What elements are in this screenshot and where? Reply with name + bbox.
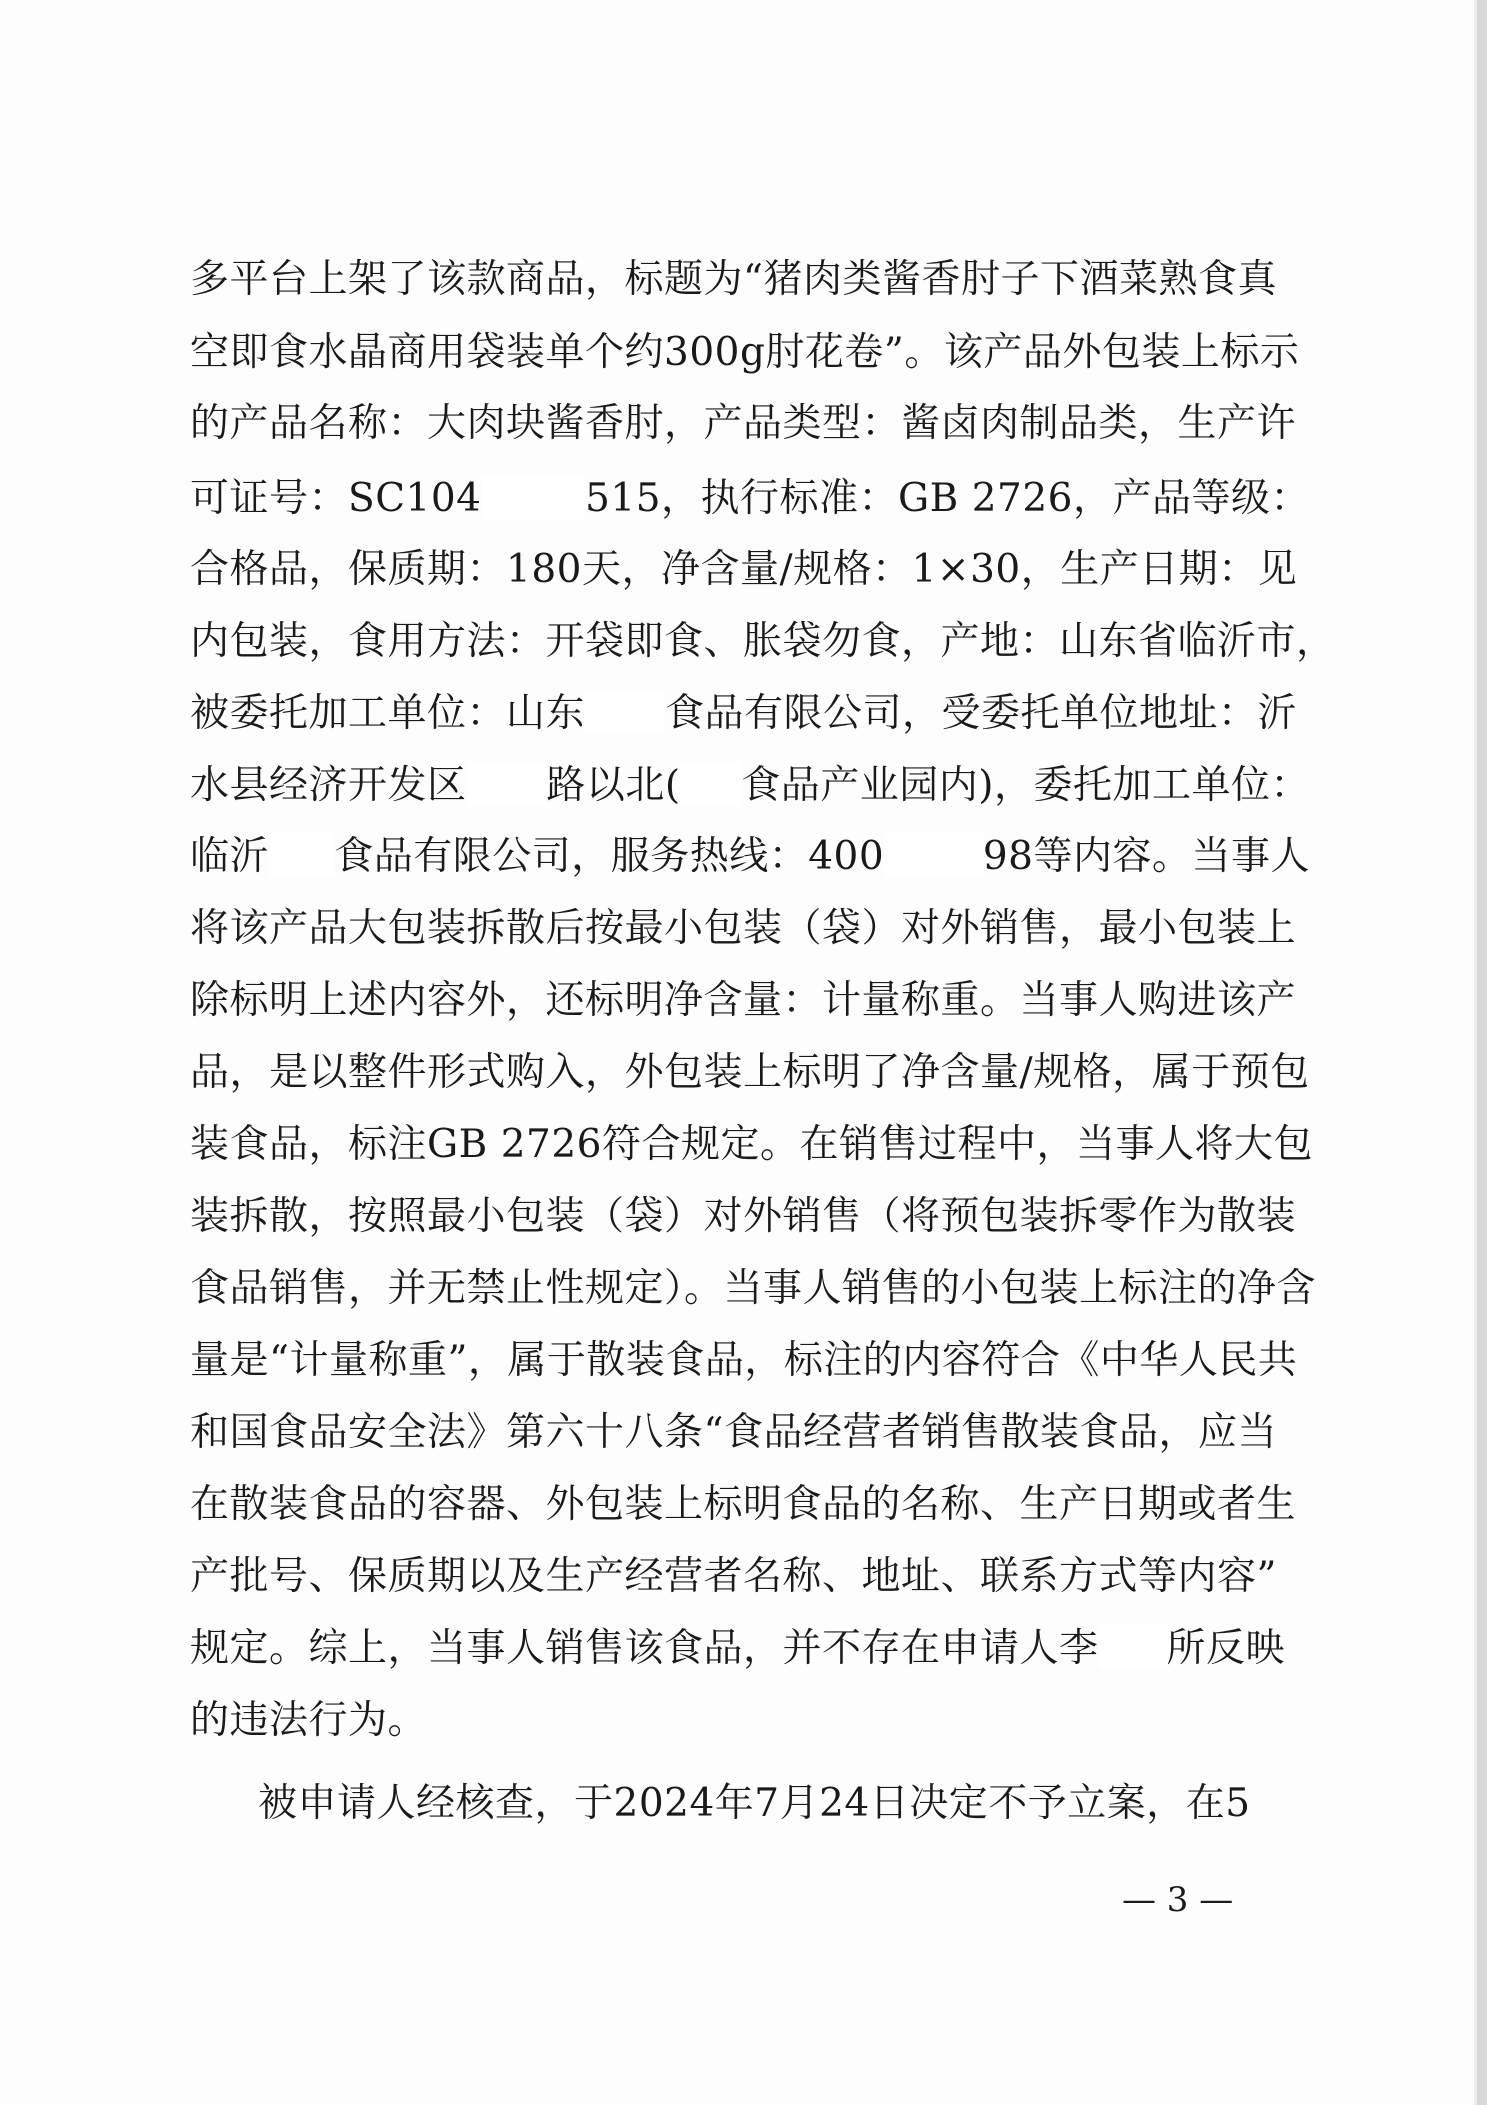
line-text: 装拆散，按照最小包装（袋）对外销售（将预包装拆零作为散装 [190,1194,1297,1239]
redaction-box [681,762,742,806]
line-text: 除标明上述内容外，还标明净含量：计量称重。当事人购进该产 [190,978,1297,1023]
redaction-box [884,833,983,877]
redaction-box [482,475,586,519]
line-text: 食品产业园内)，委托加工单位： [741,763,1310,808]
line-text: 路以北( [546,763,681,808]
text-line [190,1121,1313,1169]
scan-edge [1477,0,1487,2105]
text-line [190,256,1310,304]
line-text: 空即食水晶商用袋装单个约300g肘花卷”。该产品外包装上标示 [190,330,1300,375]
line-text: 食品有限公司，受委托单位地址：沂 [665,691,1298,736]
text-line [190,1481,1310,1529]
line-text: 水县经济开发区 [190,763,467,808]
line-text: 将该产品大包装拆散后按最小包装（袋）对外销售，最小包装上 [190,906,1297,951]
redaction-box [585,690,665,734]
text-line [190,905,1310,953]
line-text: 临沂 [190,834,270,879]
line-text: 装食品，标注GB 2726符合规定。在销售过程中，当事人将大包 [190,1122,1313,1167]
line-text: 规定。综上，当事人销售该食品，并不存在申请人李 [190,1626,1099,1671]
line-text: 合格品，保质期：180天，净含量/规格：1×30，生产日期：见 [190,547,1298,592]
text-line [190,1193,1310,1241]
text-line [190,762,1310,810]
text-line [190,400,1310,448]
text-line [190,329,1310,377]
text-line [190,833,1310,881]
line-text: 515，执行标准：GB 2726，产品等级： [585,476,1310,521]
line-text: 品，是以整件形式购入，外包装上标明了净含量/规格，属于预包 [190,1050,1310,1095]
line-text: 的违法行为。 [190,1698,428,1743]
text-line [190,1049,1310,1097]
line-text: 在散装食品的容器、外包装上标明食品的名称、生产日期或者生 [190,1482,1297,1527]
page-number: — 3 — [1122,1880,1234,1920]
scan-edge-inner [1474,0,1477,2105]
line-text: 被申请人经核查，于2024年7月24日决定不予立案，在5 [258,1781,1251,1826]
text-line [190,1553,1310,1601]
line-text: 被委托加工单位：山东 [190,691,586,736]
paragraph-first-line [258,1780,1310,1828]
line-text: 和国食品安全法》第六十八条“食品经营者销售散装食品，应当 [190,1410,1277,1455]
line-text: 98等内容。当事人 [982,834,1310,879]
line-text: 产批号、保质期以及生产经营者名称、地址、联系方式等内容” [190,1554,1277,1599]
text-line [190,1337,1310,1385]
text-line [190,618,1336,666]
line-text: 所反映 [1166,1626,1286,1671]
line-text: 食品有限公司，服务热线：400 [334,834,885,879]
line-text: 可证号：SC104 [190,476,482,521]
redaction-box [467,762,547,806]
text-line [190,690,1310,738]
text-line [190,1697,1310,1745]
text-line [190,546,1310,594]
line-text: 多平台上架了该款商品，标题为“猪肉类酱香肘子下酒菜熟食真 [190,257,1277,302]
redaction-box [269,833,334,877]
text-line [190,1409,1310,1457]
text-line [190,977,1310,1025]
line-text: 量是“计量称重”，属于散装食品，标注的内容符合《中华人民共 [190,1338,1298,1383]
line-text: 食品销售，并无禁止性规定）。当事人销售的小包装上标注的净含 [190,1266,1317,1311]
line-text: 的产品名称：大肉块酱香肘，产品类型：酱卤肉制品类，生产许 [190,401,1297,446]
text-line [190,475,1310,523]
line-text: 内包装，食用方法：开袋即食、胀袋勿食，产地：山东省临沂市， [190,619,1336,664]
text-line [190,1625,1310,1673]
redaction-box [1099,1625,1167,1669]
text-line [190,1265,1317,1313]
